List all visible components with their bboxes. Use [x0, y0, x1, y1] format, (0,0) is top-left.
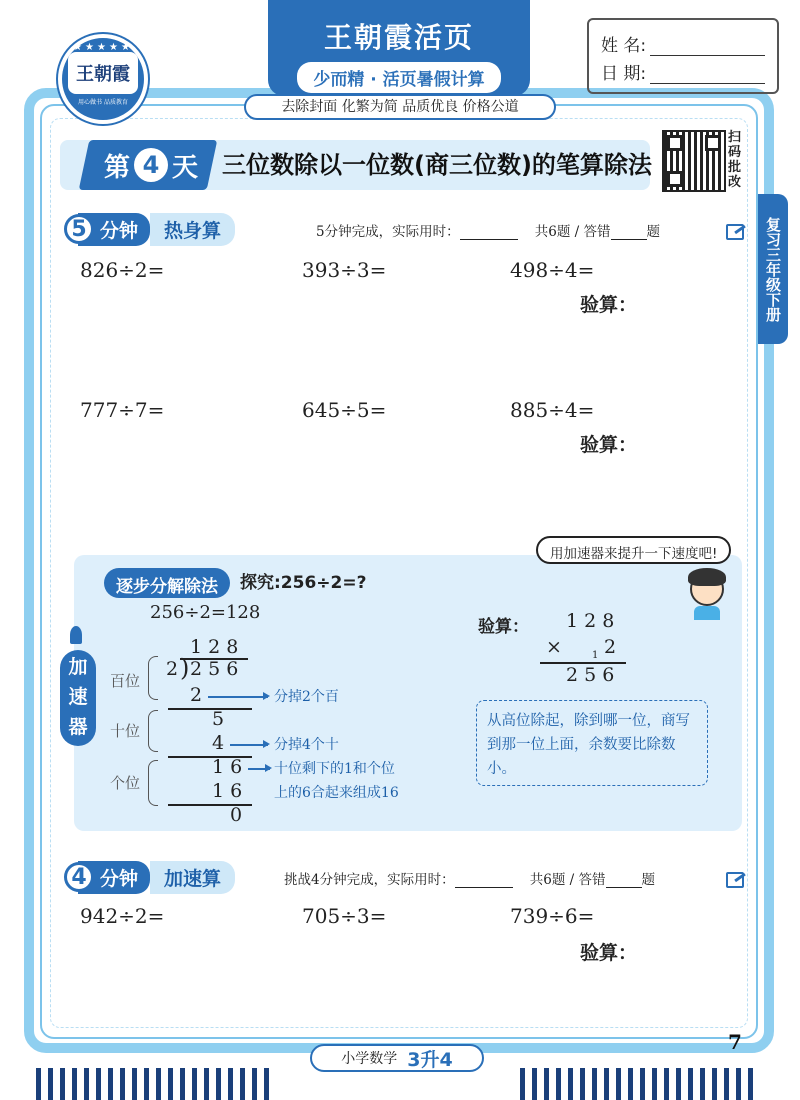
verify-factor: 2	[604, 636, 617, 658]
name-date-box	[587, 18, 779, 94]
dividend: 2 5 6	[190, 658, 239, 680]
brace	[148, 710, 158, 752]
remain1: 5	[212, 708, 225, 730]
date-label: 日 期:	[601, 64, 647, 84]
final-remainder: 0	[230, 804, 243, 826]
problem: 777÷7=	[80, 398, 165, 422]
pencil-icon	[726, 872, 744, 888]
qr-corner	[667, 171, 683, 187]
brace	[148, 656, 158, 700]
section-warmup-info	[316, 220, 660, 240]
time-label: 挑战4分钟完成，实际用时：	[284, 872, 455, 888]
name-label: 姓 名:	[601, 36, 647, 56]
binding-stripes	[520, 1068, 760, 1100]
verify-label: 验算：	[478, 617, 529, 637]
section-name: 加速算	[150, 861, 235, 894]
divisor: 2	[166, 658, 179, 680]
time-label: 5分钟完成，实际用时：	[316, 224, 460, 240]
section-speed-header	[64, 860, 235, 894]
footer-pill	[310, 1044, 484, 1072]
stars-icon: ★★★★★	[73, 42, 133, 53]
verify-result: 2 5 6	[566, 664, 615, 686]
qr-code-icon[interactable]	[662, 130, 726, 192]
qr-corner	[667, 135, 683, 151]
check-label: 验算：	[580, 434, 638, 456]
name-field[interactable]	[650, 38, 765, 56]
section-unit: 分钟	[78, 861, 150, 894]
logo-text: 王朝霞	[68, 52, 138, 94]
arrow-icon	[208, 696, 268, 698]
division-bracket: )	[180, 654, 190, 682]
qr-label: 扫码批改	[728, 130, 742, 190]
accelerator-side-label	[60, 650, 96, 746]
note-ones-b: 上的6合起来组成16	[274, 785, 399, 801]
publisher-logo	[58, 34, 148, 124]
count-unit: 题	[641, 872, 655, 888]
place-hundreds: 百位	[110, 672, 141, 690]
binding-stripes	[36, 1068, 276, 1100]
place-ones: 个位	[110, 774, 141, 792]
problem: 942÷2=	[80, 904, 165, 928]
remain2: 1 6	[212, 756, 243, 778]
quotient: 1 2 8	[190, 636, 239, 658]
name-row	[601, 28, 765, 56]
note-ones-a: 十位剩下的1和个位	[274, 761, 395, 777]
explore-question: 探究:256÷2=?	[240, 573, 367, 593]
wrong-count-field[interactable]	[611, 239, 647, 240]
accelerator-label: 加速器	[68, 656, 88, 738]
place-tens: 十位	[110, 722, 141, 740]
wrong-count-field[interactable]	[606, 887, 642, 888]
section-warmup-header	[64, 212, 235, 246]
verify-carry: 1	[592, 650, 599, 661]
step1: 2	[190, 684, 203, 706]
step3: 1 6	[212, 780, 243, 802]
problem: 393÷3=	[302, 258, 387, 282]
subtract-line	[168, 708, 252, 710]
speech-bubble: 用加速器来提升一下速度吧!	[536, 536, 731, 564]
count-label: 共6题 / 答错	[529, 872, 606, 888]
time-field[interactable]	[455, 887, 513, 888]
check-label: 验算：	[580, 942, 638, 964]
cartoon-boy-icon	[684, 568, 730, 620]
tip-box: 从高位除起，除到哪一位，商写到那一位上面，余数要比除数小。	[476, 700, 708, 786]
date-field[interactable]	[650, 66, 765, 84]
page-number: 7	[728, 1030, 742, 1054]
method-pill: 逐步分解除法	[104, 568, 230, 598]
footer-subject: 小学数学	[341, 1051, 398, 1067]
qr-corner	[705, 135, 721, 151]
time-field[interactable]	[460, 239, 518, 240]
day-prefix: 第	[103, 152, 130, 183]
problem: 645÷5=	[302, 398, 387, 422]
problem: 498÷4=	[510, 258, 595, 282]
section-unit: 分钟	[78, 213, 150, 246]
verify-top: 1 2 8	[566, 610, 615, 632]
date-row	[601, 56, 765, 84]
count-unit: 题	[646, 224, 660, 240]
problem: 885÷4=	[510, 398, 595, 422]
day-tag	[94, 140, 208, 190]
equation: 256÷2=128	[150, 602, 261, 623]
problem: 739÷6=	[510, 904, 595, 928]
note-hundreds: 分掉2个百	[274, 689, 339, 705]
problem: 826÷2=	[80, 258, 165, 282]
footer-grade: 3升4	[407, 1048, 453, 1071]
step2: 4	[212, 732, 225, 754]
arrow-icon	[230, 744, 268, 746]
side-tab: 复习三年级下册	[758, 194, 788, 344]
pencil-icon	[726, 224, 744, 240]
rocket-icon	[70, 626, 82, 644]
section-minutes: 4	[64, 862, 94, 892]
note-tens: 分掉4个十	[274, 737, 339, 753]
verify-times: ×	[546, 636, 562, 658]
logo-slogan: 用心做书 品质教育	[78, 99, 128, 106]
day-suffix: 天	[172, 152, 199, 183]
motto-banner: 去除封面 化繁为简 品质优良 价格公道	[244, 94, 556, 120]
brand-header	[268, 0, 530, 96]
check-label: 验算：	[580, 294, 638, 316]
day-number: 4	[134, 148, 168, 182]
section-name: 热身算	[150, 213, 235, 246]
section-minutes: 5	[64, 214, 94, 244]
count-label: 共6题 / 答错	[534, 224, 611, 240]
brand-title: 王朝霞活页	[323, 21, 474, 54]
lesson-title: 三位数除以一位数(商三位数)的笔算除法	[222, 151, 652, 179]
problem: 705÷3=	[302, 904, 387, 928]
arrow-icon	[248, 768, 270, 770]
section-speed-info	[284, 868, 655, 888]
brand-subtitle: 少而精 · 活页暑假计算	[297, 62, 500, 93]
brace	[148, 760, 158, 806]
